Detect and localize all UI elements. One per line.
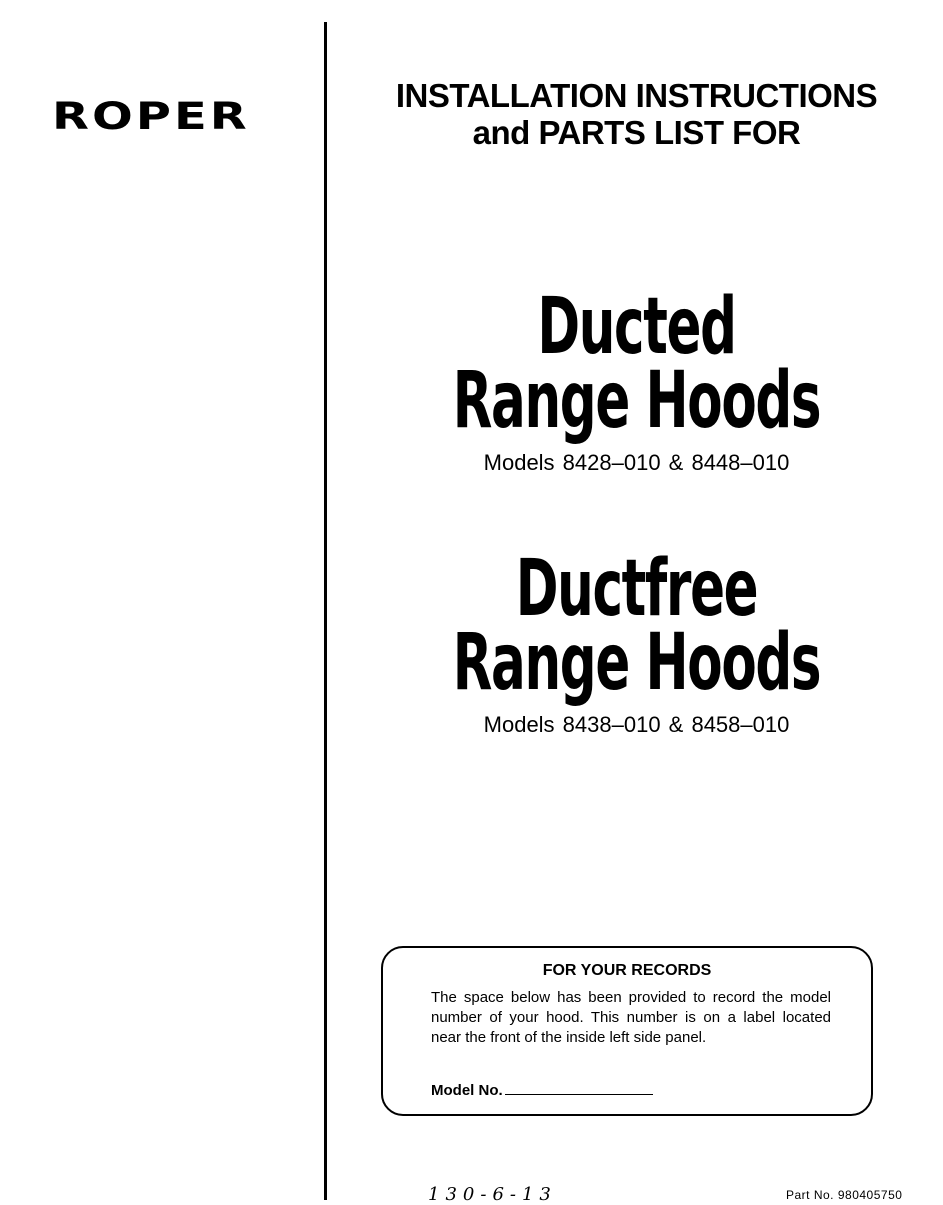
ductfree-title-line-2: Range Hoods: [452, 618, 821, 708]
header-line-2: and PARTS LIST FOR: [472, 114, 801, 151]
header-line-1: INSTALLATION INSTRUCTIONS: [395, 77, 878, 114]
document-header: [330, 78, 943, 152]
ductfree-title-line-1: Ductfree: [515, 544, 758, 634]
model-number-field: [431, 1082, 653, 1099]
handwritten-note: 130-6-13: [428, 1184, 557, 1205]
model-number-label: Model No.: [431, 1082, 503, 1099]
ducted-title-line-1: Ducted: [537, 282, 736, 372]
ducted-title-line-2: Range Hoods: [452, 356, 821, 446]
model-number-line: [505, 1093, 653, 1095]
ductfree-title: [441, 544, 832, 708]
part-number: Part No. 980405750: [786, 1188, 903, 1202]
ductfree-models: Models 8438–010 & 8458–010: [483, 712, 790, 737]
ducted-models: Models 8428–010 & 8448–010: [483, 450, 790, 475]
records-box: [381, 946, 873, 1116]
vertical-divider: [324, 22, 327, 1200]
records-heading: FOR YOUR RECORDS: [542, 962, 712, 979]
records-text: The space below has been provided to record the model number of your hood. This number is on a label located near the front of the inside left side panel.: [431, 989, 831, 1046]
ducted-title: [441, 282, 832, 446]
roper-logo: ROPER: [52, 94, 250, 139]
